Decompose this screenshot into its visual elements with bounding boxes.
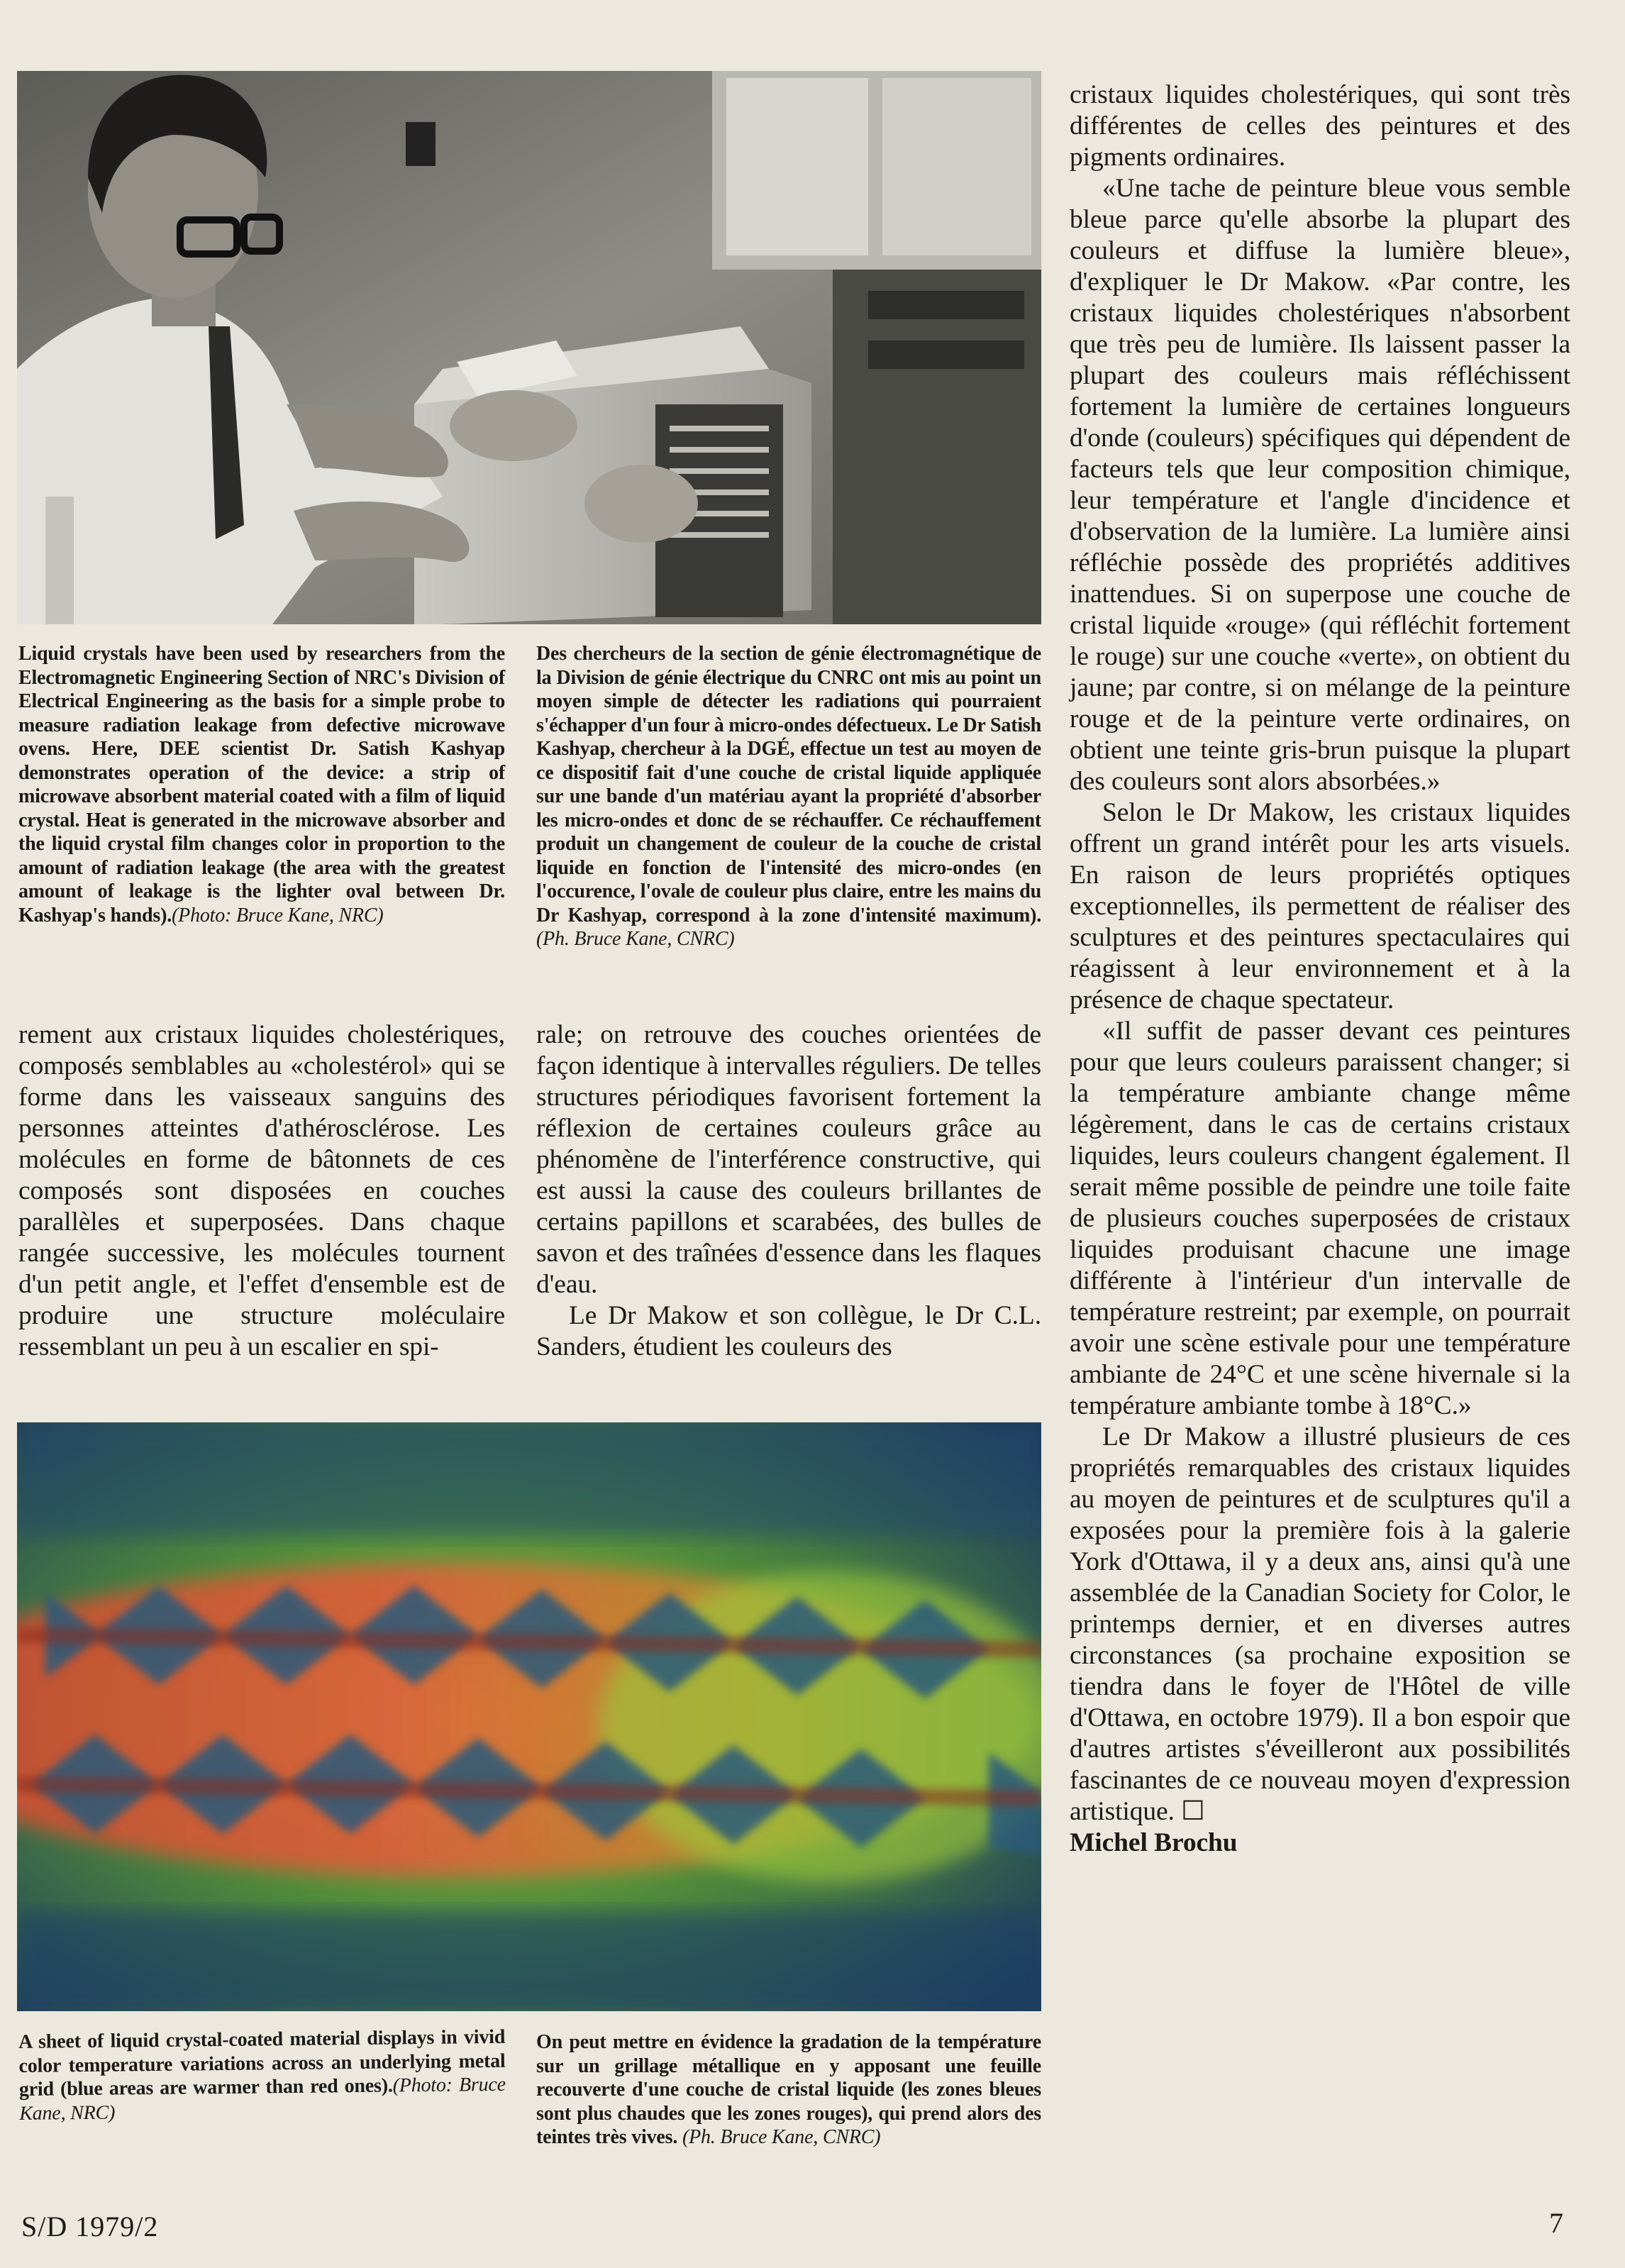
article-paragraph: «Une tache de peinture bleue vous semble bleue parce qu'elle absorbe la plupart des couleurs et diffuse la lumière bleue», d'expliquer le Dr Makow. «Par contre, les cristaux liquides cholestériques n'absorbent que très peu de lumière. Ils laissent passer la plupart des couleurs mais réfléchissent fortement la lumière de certaines longueurs d'onde (couleurs) spécifiques qui dépendent de facteurs tels que leur composition chimique, leur température et l'angle d'incidence et d'observation de la lumière. La lumière ainsi réfléchie possède des propriétés additives inattendues. Si on superpose une couche de cristal liquide «rouge» (qui réfléchit fortement le rouge) sur une couche «verte», on obtient du jaune; par contre, si on mélange de la peinture rouge et de la peinture verte ordinaires, on obtient une teinte gris-brun puisque la plupart des couleurs sont alors absorbées.» (1070, 174, 1570, 796)
caption-photo2-en (18, 2025, 506, 2125)
article-paragraph: Selon le Dr Makow, les cristaux liquides offrent un grand intérêt pour les arts visuels. En raison de leurs propriétés optiques exceptionnelles, ils permettent de réaliser des sculptures et des peintures spectaculaires qui réagissent à leur environnement et à la présence de chaque spectateur. (1070, 798, 1570, 1014)
photo-scientist-illustration (17, 71, 1041, 624)
photo-credit: (Photo: Bruce Kane, NRC) (19, 2073, 506, 2125)
article-paragraph: «Il suffit de passer devant ces peintures pour que leurs couleurs paraissent changer; si la température ambiante change même légèrement, dans le cas de certains cristaux liquides, leurs couleurs changent également. Il serait même possible de peindre une toile faite de plusieurs couches superposées de cristaux liquides produisant chacune une image différente à l'intérieur d'un intervalle de température restreint; par exemple, on pourrait avoir une scène estivale pour une température ambiante de 24°C et une scène hivernale si la température ambiante tombe à 18°C.» (1070, 1017, 1570, 1420)
article-paragraph: Le Dr Makow et son collègue, le Dr C.L. Sanders, étudient les couleurs des (536, 1301, 1041, 1361)
caption-photo1-fr (536, 642, 1041, 951)
photo-scientist-microwave (17, 71, 1041, 624)
article-column-3 (1070, 79, 1570, 1859)
photo-credit: (Ph. Bruce Kane, CNRC) (682, 2126, 881, 2148)
caption-photo1-en (18, 642, 505, 927)
article-author: Michel Brochu (1070, 1828, 1238, 1857)
photo-liquid-crystal-grid (17, 1422, 1041, 2011)
caption-photo2-fr (536, 2030, 1041, 2150)
caption-text: A sheet of liquid crystal-coated material displays in vivid color temperature variations across an underlying metal grid (blue areas are warmer than red ones). (18, 2025, 506, 2101)
article-paragraph: rement aux cristaux liquides cholestériques, composés semblables au «cholestérol» qui se forme dans les vaisseaux sanguins des personnes atteintes d'athérosclérose. Les molécules en forme de bâtonnets de ces composés sont disposées en couches parallèles et superposées. Dans chaque rangée successive, les molécules tournent d'un petit angle, et l'effet d'ensemble est de produire une structure moléculaire ressemblant un peu à un escalier en spi- (18, 1020, 505, 1361)
photo-credit: (Photo: Bruce Kane, NRC) (172, 904, 384, 926)
footer-issue: S/D 1979/2 (21, 2211, 159, 2242)
article-paragraph: rale; on retrouve des couches orientées de façon identique à intervalles réguliers. De telles structures périodiques favorisent fortement la réflexion de certaines couleurs grâce au phénomène de l'interférence constructive, qui est aussi la cause des couleurs brillantes de certains papillons et scarabées, des bulles de savon et des traînées d'essence dans les flaques d'eau. (536, 1020, 1041, 1299)
caption-text: Liquid crystals have been used by researchers from the Electromagnetic Engineering Section of NRC's Division of Electrical Engineering as the basis for a simple probe to measure radiation leakage from defective microwave ovens. Here, DEE scientist Dr. Satish Kashyap demonstrates operation of the device: a strip of microwave absorbent material coated with a film of liquid crystal. Heat is generated in the microwave absorber and the liquid crystal film changes color in proportion to the amount of radiation leakage (the area with the greatest amount of leakage is the lighter oval between Dr. Kashyap's hands). (18, 643, 505, 926)
caption-text: Des chercheurs de la section de génie électromagnétique de la Division de génie électrique du CNRC ont mis au point un moyen simple de détecter les radiations qui pourraient s'échapper d'un four à micro-ondes défectueux. Le Dr Satish Kashyap, chercheur à la DGÉ, effectue un test au moyen de ce dispositif fait d'une couche de cristal liquide appliquée sur une bande d'un matériau ayant la propriété d'absorber les micro-ondes et donc de se réchauffer. Ce réchauffement produit un changement de couleur de la couche de cristal liquide en fonction de l'intensité des micro-ondes (en l'occurence, l'ovale de couleur plus claire, entre les mains du Dr Kashyap, correspond à la zone d'intensité maximum). (536, 643, 1041, 926)
article-column-2 (536, 1019, 1041, 1363)
photo-credit: (Ph. Bruce Kane, CNRC) (536, 928, 735, 950)
article-column-1 (18, 1019, 505, 1363)
article-paragraph: cristaux liquides cholestériques, qui sont très différentes de celles des peintures et des pigments ordinaires. (1070, 80, 1570, 172)
footer-page-number: 7 (1549, 2207, 1564, 2239)
article-paragraph: Le Dr Makow a illustré plusieurs de ces propriétés remarquables des cristaux liquides au moyen de peintures et de sculptures qu'il a exposées pour la première fois à la galerie York d'Ottawa, il y a deux ans, ainsi qu'à une assemblée de la Canadian Society for Color, le printemps dernier, et en diverses autres circonstances (sa prochaine exposition se tiendra dans le foyer de l'Hôtel de ville d'Ottawa, en octobre 1979). Il a bon espoir que d'autres artistes s'éveilleront aux possibilités fascinantes de ce nouveau moyen d'expression artistique. ☐ (1070, 1422, 1570, 1826)
liquid-crystal-grid-illustration (17, 1422, 1041, 2011)
caption-text: On peut mettre en évidence la gradation de la température sur un grillage métallique en y apposant une feuille recouverte d'une couche de cristal liquide (les zones bleues sont plus chaudes que les zones rouges), qui prend alors des teintes très vives. (536, 2031, 1041, 2148)
